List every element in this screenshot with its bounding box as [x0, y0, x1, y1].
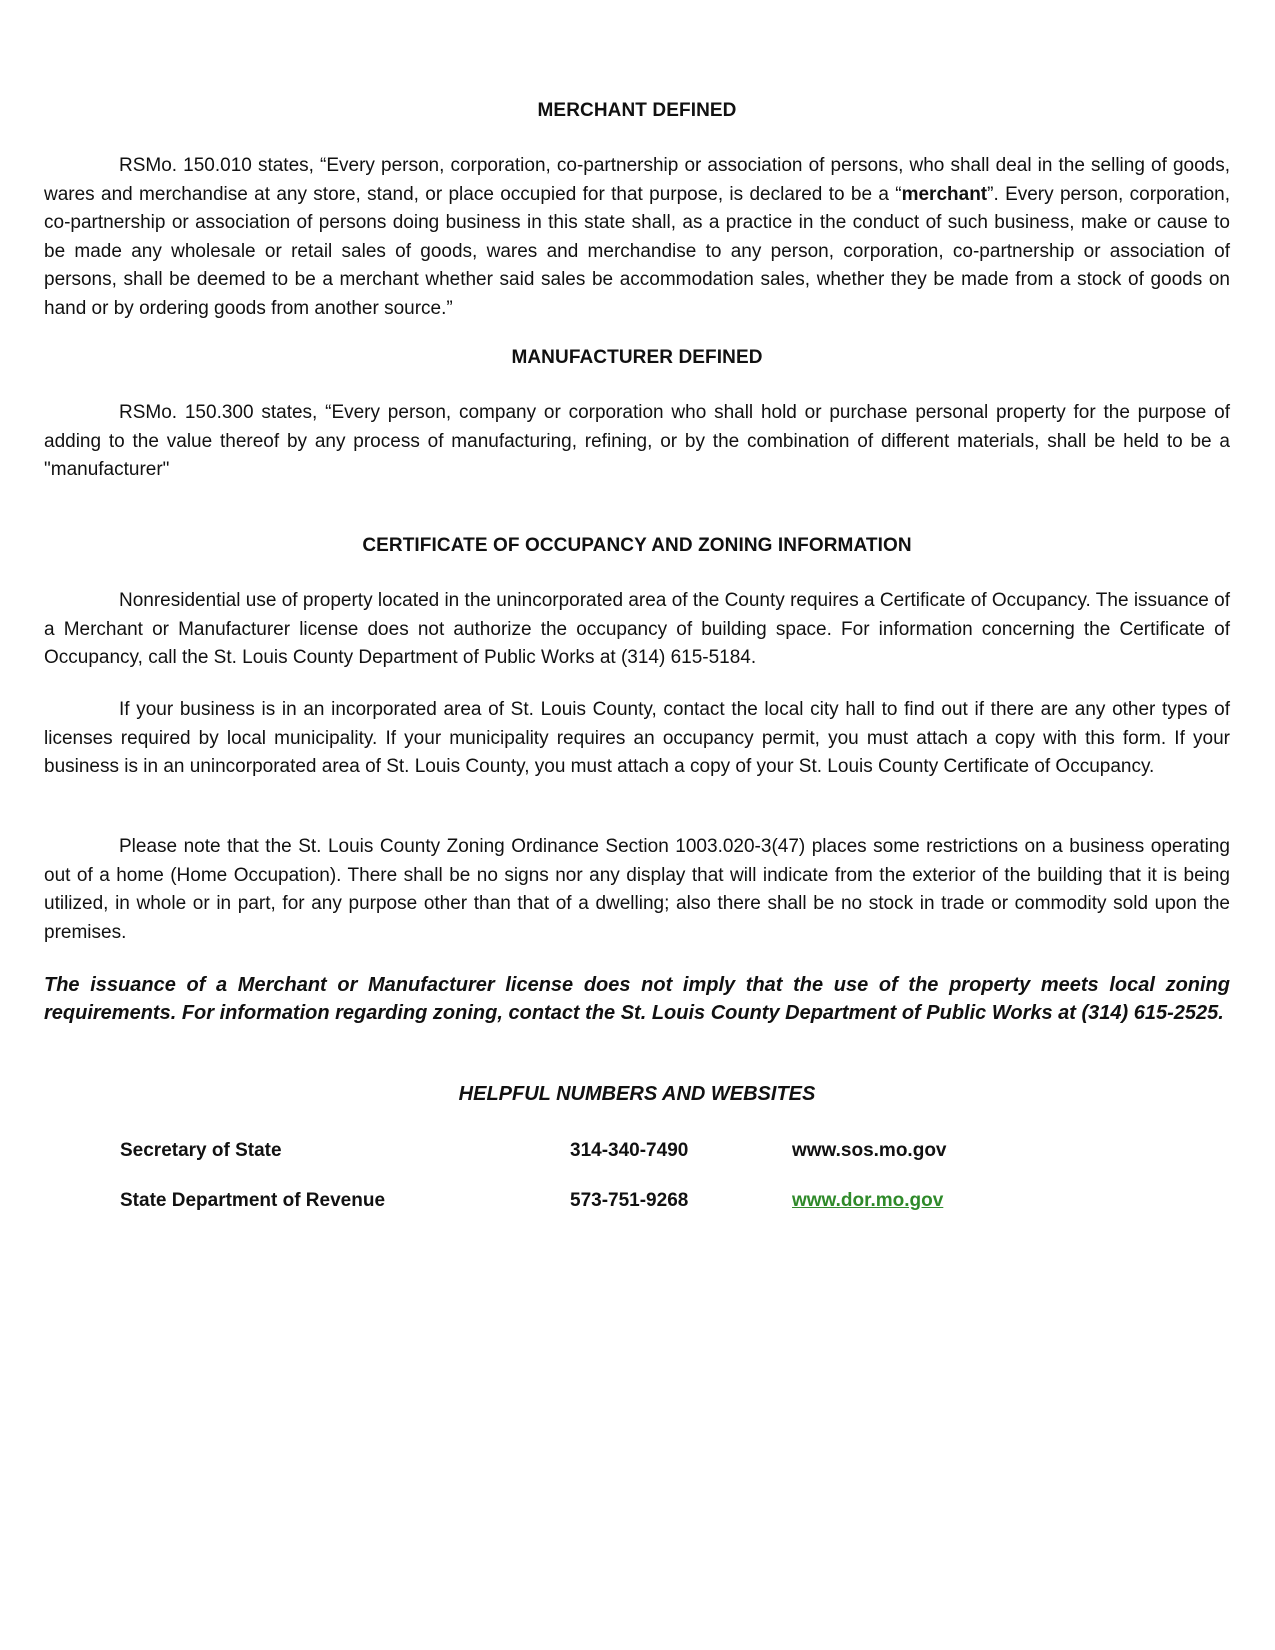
occupancy-paragraph-1: Nonresidential use of property located in the unincorporated area of the County requires a Certificate of Occupancy. The issuance of a Merchant or Manufacturer license does not authorize the occupancy of building space. For information concerning the Certificate of Occupancy, call the St. Louis County Department of Public Works at (314) 615-5184.: [44, 590, 1230, 668]
contact-website-link[interactable]: www.dor.mo.gov: [792, 1190, 944, 1211]
helpful-heading: HELPFUL NUMBERS AND WEBSITES: [458, 1083, 816, 1105]
contact-phone: 314-340-7490: [570, 1140, 689, 1161]
manufacturer-heading: MANUFACTURER DEFINED: [511, 347, 763, 368]
occupancy-paragraph-2: If your business is in an incorporated area of St. Louis County, contact the local city hall to find out if there are any other types of licenses required by local municipality. If your municipality requires an occupancy permit, you must attach a copy with this form. If your business is in an unincorporated area of St. Louis County, you must attach a copy of your St. Louis County Certificate of Occupancy.: [44, 699, 1230, 777]
merchant-text-1: RSMo. 150.010 states, “Every person, corporation, co-partnership or association of persons, who shall deal in the selling of goods, wares and merchandise at any store, stand, or place occupied for that purpose, is declared to be a “: [44, 155, 1230, 205]
merchant-heading: MERCHANT DEFINED: [537, 100, 737, 121]
contact-phone: 573-751-9268: [570, 1190, 689, 1211]
occupancy-paragraph-3: Please note that the St. Louis County Zoning Ordinance Section 1003.020-3(47) places some restrictions on a business operating out of a home (Home Occupation). There shall be no signs nor any display that will indicate from the exterior of the building that it is being utilized, in whole or in part, for any purpose other than that of a dwelling; also there shall be no stock in trade or commodity sold upon the premises.: [44, 836, 1230, 943]
occupancy-heading: CERTIFICATE OF OCCUPANCY AND ZONING INFORMATION: [362, 535, 912, 556]
zoning-note: The issuance of a Merchant or Manufacturer license does not imply that the use of the property meets local zoning requirements. For information regarding zoning, contact the St. Louis County Department of Public Works at (314) 615-2525.: [44, 974, 1230, 1024]
contact-name: State Department of Revenue: [120, 1190, 386, 1211]
manufacturer-paragraph: RSMo. 150.300 states, “Every person, company or corporation who shall hold or purchase personal property for the purpose of adding to the value thereof by any process of manufacturing, refining, or by the combination of different materials, shall be held to be a "manufacturer": [44, 402, 1230, 480]
contact-website: www.sos.mo.gov: [792, 1140, 947, 1161]
merchant-bold-term: merchant: [901, 183, 988, 205]
merchant-paragraph: [44, 152, 1230, 323]
merchant-text-2: ”. Every person, corporation, co-partnership or association of persons doing business in this state shall, as a practice in the conduct of such business, make or cause to be made any wholesale or retail sales of goods, wares and merchandise to any person, corporation, co-partnership or association of persons, shall be deemed to be a merchant whether said sales be accommodation sales, whether they be made from a stock of goods on hand or by ordering goods from another source.”: [44, 183, 1231, 319]
contact-name: Secretary of State: [120, 1140, 282, 1161]
